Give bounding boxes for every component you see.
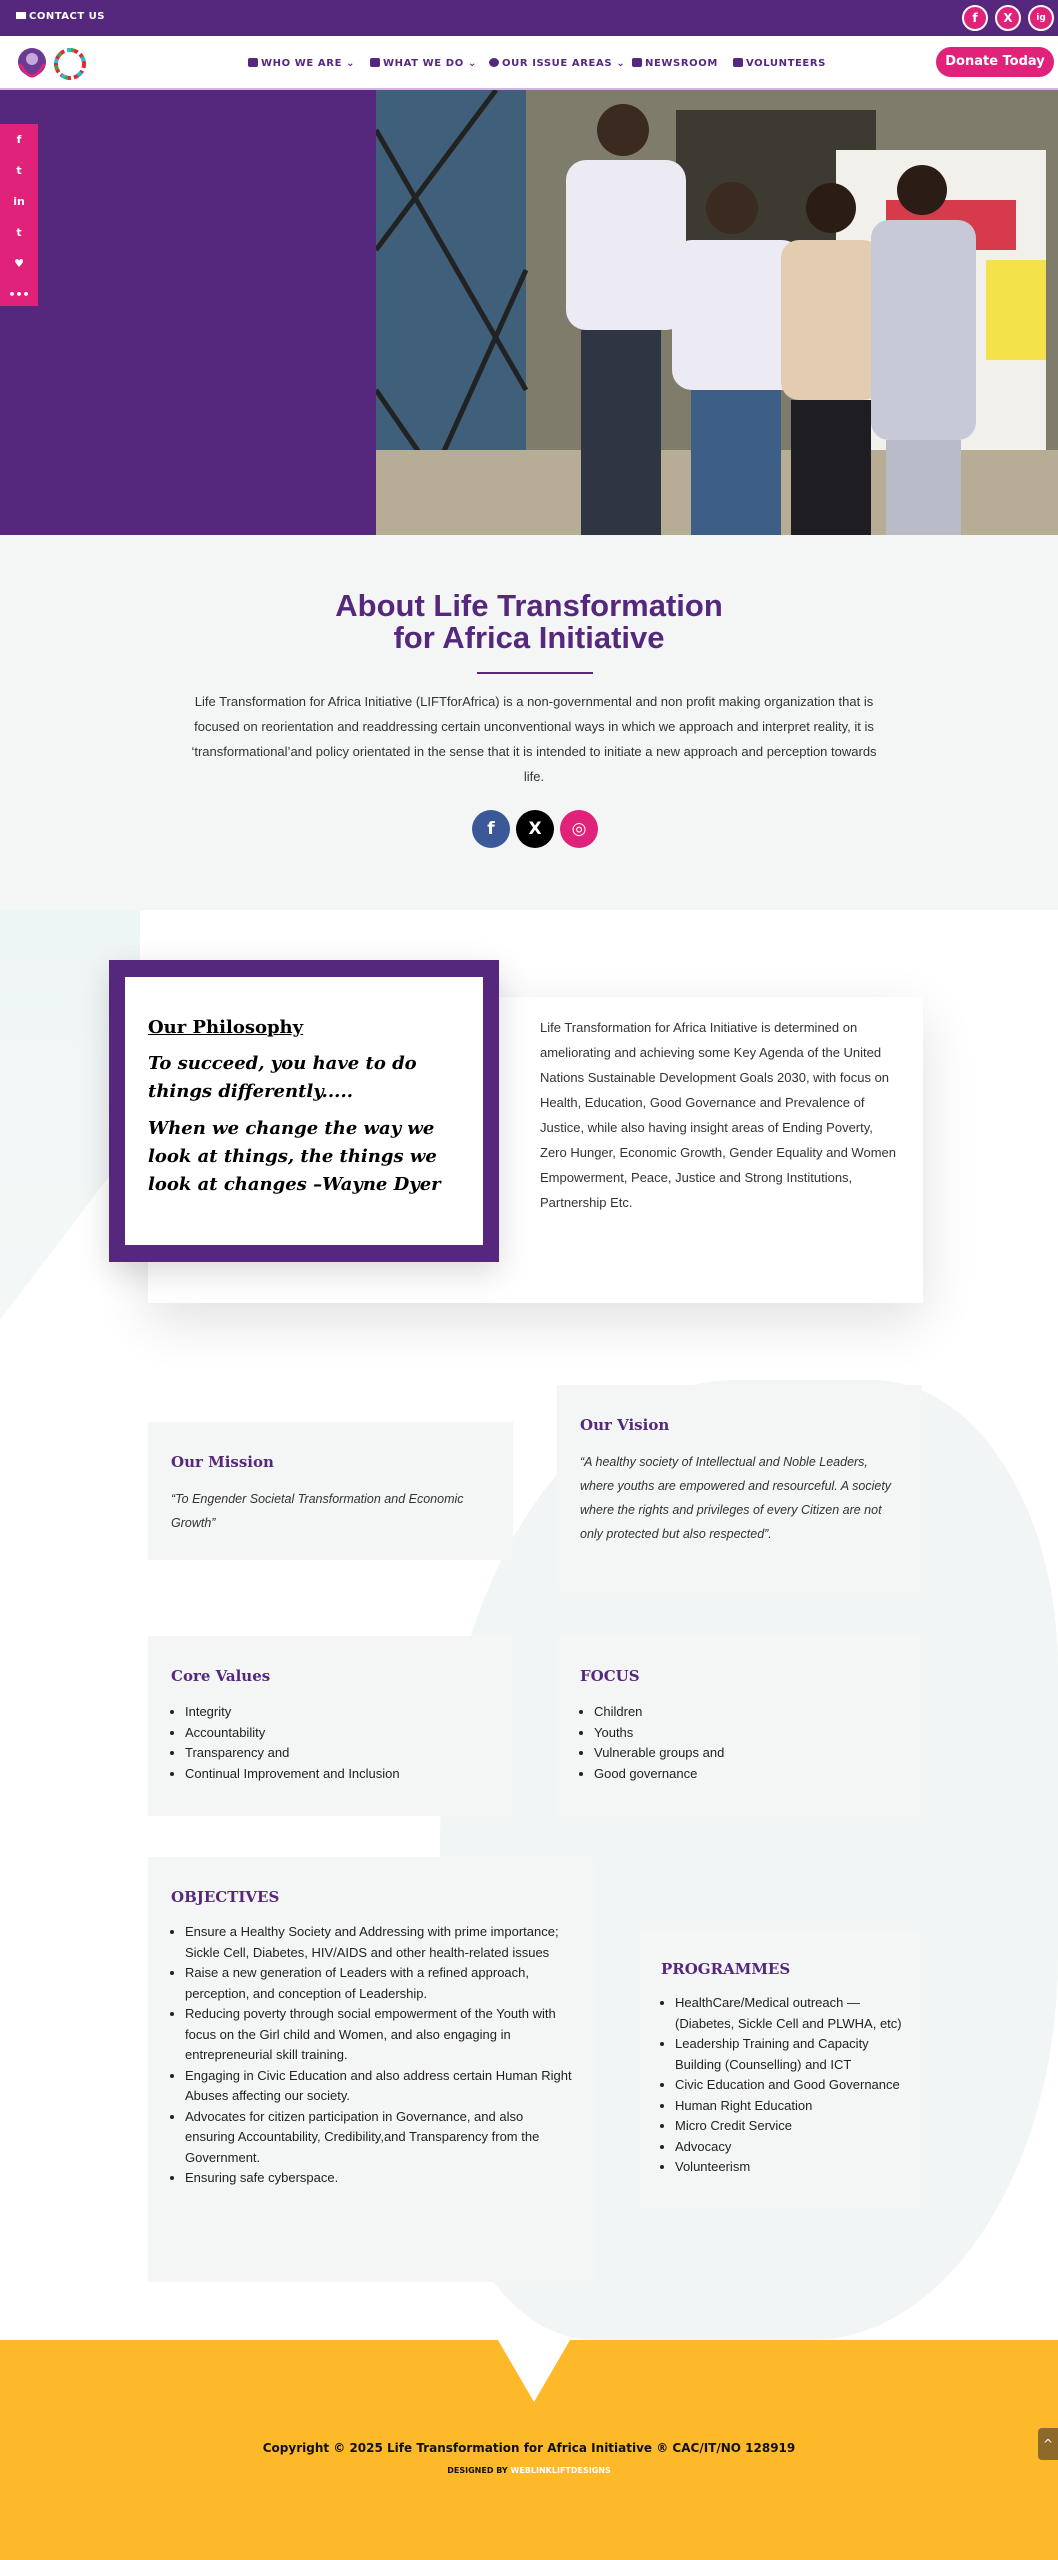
programmes-list [661,1993,906,2178]
team-photo [376,90,1058,535]
contact-us-link[interactable] [16,11,105,22]
list-item: • Human Right Education [675,2096,906,2117]
liftforafrica-logo[interactable] [14,44,88,84]
x-twitter-icon[interactable]: X [995,5,1021,31]
facebook-icon[interactable]: f [962,5,988,31]
share-favorite-icon[interactable]: ♥ [14,257,24,270]
list-item: • Reducing poverty through social empowerment of the Youth with focus on the Girl child and Women, and also engaging in entrepreneurial skill training. [185,2004,576,2066]
share-linkedin-icon[interactable]: in [13,195,25,208]
philosophy-heading: Our Philosophy [148,1017,304,1038]
objectives-title: OBJECTIVES [171,1888,280,1906]
group-icon [733,58,743,67]
envelope-icon [16,12,26,19]
share-tumblr-icon[interactable]: t [16,226,22,239]
list-item: • Continual Improvement and Inclusion [185,1764,491,1785]
designer-link[interactable]: WEBLINKLIFTDESIGNS [510,2466,611,2475]
list-item: • Good governance [594,1764,900,1785]
list-item: • Civic Education and Good Governance [675,2075,906,2096]
nav-newsroom[interactable]: NEWSROOM [632,58,718,69]
hero-panel [0,90,376,535]
main-nav [0,36,1058,90]
core-values-list [171,1702,491,1784]
about-divider [477,672,593,674]
share-twitter-icon[interactable]: t [16,164,22,177]
list-item: • Youths [594,1723,900,1744]
share-more-icon[interactable]: ••• [8,288,30,301]
about-heading: About Life Transformation for Africa Initiative [335,588,723,655]
list-item: • Accountability [185,1723,491,1744]
contact-us-label: CONTACT US [29,11,105,22]
top-bar [0,0,1058,36]
instagram-icon[interactable]: ig [1028,5,1054,31]
nav-volunteers[interactable]: VOLUNTEERS [733,58,826,69]
programmes-title: PROGRAMMES [661,1960,791,1978]
x-twitter-icon[interactable]: X [516,810,554,848]
share-sidebar [0,124,38,306]
objectives-list [171,1922,576,2189]
chevron-up-icon: ^ [1042,2437,1054,2451]
facebook-icon[interactable]: f [472,810,510,848]
list-item: • Engaging in Civic Education and also address certain Human Right Abuses affecting our society. [185,2066,576,2107]
nav-who-we-are[interactable]: WHO WE ARE ⌄ [248,58,355,69]
list-item: • Advocacy [675,2137,906,2158]
people-icon [248,58,258,67]
document-icon [370,58,380,67]
copyright-text: Copyright © 2025 Life Transformation for Africa Initiative ® CAC/IT/NO 128919 [262,2441,796,2455]
share-facebook-icon[interactable]: f [16,133,22,146]
mission-text: “To Engender Societal Transformation and Economic Growth” [171,1492,464,1530]
list-item: • Advocates for citizen participation in Governance, and also ensuring Accountability, Credibility,and Transparency from the Government. [185,2107,576,2169]
megaphone-icon [632,58,642,67]
vision-title: Our Vision [580,1416,670,1434]
focus-list [580,1702,900,1784]
about-description: Life Transformation for Africa Initiative (LIFTforAfrica) is a non-governmental and non profit making organization that is focused on reorientation and readdressing certain unconventional ways in which we approach and interpret reality, it is ‘transformational’and policy orientated in the sense that it is intended to initiate a new approach and perception towards life. [191,694,877,784]
instagram-icon[interactable]: ◎ [560,810,598,848]
list-item: • Leadership Training and Capacity Building (Counselling) and ICT [675,2034,906,2075]
list-item: • Ensuring safe cyberspace. [185,2168,576,2189]
list-item: • Raise a new generation of Leaders with a refined approach, perception, and conception of Leadership. [185,1963,576,2004]
list-item: • Micro Credit Service [675,2116,906,2137]
list-item: • Transparency and [185,1743,491,1764]
philosophy-quote-2: When we change the way we look at things, the things we look at changes –Wayne Dyer [148,1118,441,1195]
list-item: • Vulnerable groups and [594,1743,900,1764]
philosophy-quote-1: To succeed, you have to do things differently..... [148,1053,417,1102]
nav-what-we-do[interactable]: WHAT WE DO ⌄ [370,58,477,69]
info-icon [489,58,499,67]
team-photo-illustration [376,90,1058,535]
core-values-title: Core Values [171,1667,271,1685]
sdg-description: Life Transformation for Africa Initiative is determined on ameliorating and achieving some Key Agenda of the United Nations Sustainable Development Goals 2030, with focus on Health, Education, Good Governance and Prevalence of Justice, while also having insight areas of Ending Poverty, Zero Hunger, Economic Growth, Gender Equality and Women Empowerment, Peace, Justice and Strong Institutions, Partnership Etc. [540,1020,896,1210]
designer-credit: DESIGNED BY WEBLINKLIFTDESIGNS [447,2466,611,2475]
nav-our-issue-areas[interactable]: OUR ISSUE AREAS ⌄ [489,58,625,69]
list-item: • Integrity [185,1702,491,1723]
donate-button[interactable]: Donate Today [936,47,1054,77]
list-item: • Children [594,1702,900,1723]
focus-title: FOCUS [580,1667,640,1685]
scroll-to-top-button[interactable] [1038,2428,1058,2460]
list-item: • Ensure a Healthy Society and Addressing with prime importance; Sickle Cell, Diabetes, HIV/AIDS and other health-related issues [185,1922,576,1963]
mission-title: Our Mission [171,1453,274,1471]
vision-text: “A healthy society of Intellectual and Noble Leaders, where youths are empowered and resourceful. A society where the rights and privileges of every Citizen are not only protected but also respected”. [580,1455,892,1541]
list-item: • HealthCare/Medical outreach — (Diabetes, Sickle Cell and PLWHA, etc) [675,1993,906,2034]
list-item: • Volunteerism [675,2157,906,2178]
